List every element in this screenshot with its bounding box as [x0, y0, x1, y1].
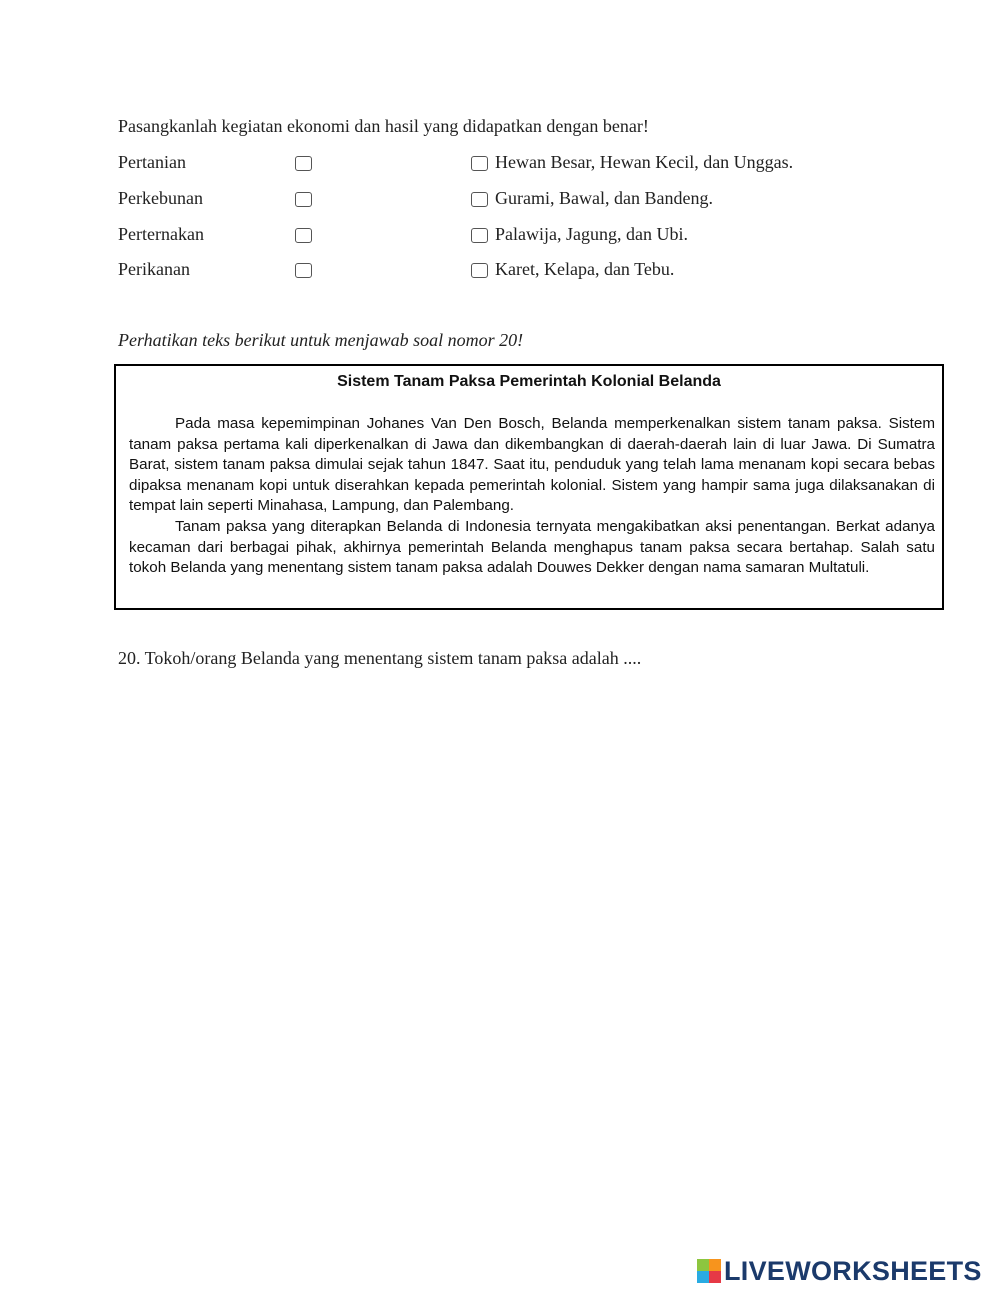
left-match-checkbox[interactable]	[295, 156, 312, 171]
question-text: 20. Tokoh/orang Belanda yang menentang sistem tanam paksa adalah ....	[118, 648, 642, 668]
left-match-checkbox[interactable]	[295, 228, 312, 243]
left-item-label: Pertanian	[118, 152, 186, 172]
right-item-label: Karet, Kelapa, dan Tebu.	[495, 259, 675, 279]
match-row-2	[118, 188, 878, 216]
left-match-checkbox[interactable]	[295, 263, 312, 278]
right-item-label: Hewan Besar, Hewan Kecil, dan Unggas.	[495, 152, 794, 172]
left-item-label: Perkebunan	[118, 188, 203, 208]
right-match-checkbox[interactable]	[471, 156, 488, 171]
left-item-label: Perternakan	[118, 224, 204, 244]
left-item-label: Perikanan	[118, 259, 190, 279]
right-match-checkbox[interactable]	[471, 228, 488, 243]
instruction-text: Pasangkanlah kegiatan ekonomi dan hasil yang didapatkan dengan benar!	[118, 116, 649, 136]
passage-note: Perhatikan teks berikut untuk menjawab soal nomor 20!	[118, 330, 524, 350]
right-item-label: Palawija, Jagung, dan Ubi.	[495, 224, 688, 244]
passage-box	[114, 364, 944, 610]
left-match-checkbox[interactable]	[295, 192, 312, 207]
match-row-3	[118, 224, 878, 252]
logo-blocks-icon	[697, 1259, 721, 1283]
match-row-1	[118, 152, 878, 180]
passage-paragraph-1: Pada masa kepemimpinan Johanes Van Den Bosch, Belanda memperkenalkan sistem tanam paksa. Sistem tanam paksa pertama kali diperkenalkan di Jawa dan dikembangkan di daerah-daerah lain di luar Jawa. Di Sumatra Barat, sistem tanam paksa dimulai sejak tahun 1847. Saat itu, penduduk yang telah lama menanam kopi secara bebas dipaksa menanam kopi untuk diserahkan kepada pemerintah kolonial. Sistem yang hampir sama juga dilaksanakan di tempat lain seperti Minahasa, Lampung, dan Palembang.	[129, 415, 935, 515]
match-row-4	[118, 259, 878, 287]
passage-title: Sistem Tanam Paksa Pemerintah Kolonial Belanda	[337, 373, 721, 390]
right-item-label: Gurami, Bawal, dan Bandeng.	[495, 188, 713, 208]
passage-paragraph-2: Tanam paksa yang diterapkan Belanda di Indonesia ternyata mengakibatkan aksi penentangan. Berkat adanya kecaman dari berbagai pihak, akhirnya pemerintah Belanda menghapus tanam paksa secara bertahap. Salah satu tokoh Belanda yang menentang sistem tanam paksa adalah Douwes Dekker dengan nama samaran Multatuli.	[129, 518, 935, 577]
right-match-checkbox[interactable]	[471, 263, 488, 278]
liveworksheets-logo	[697, 1256, 982, 1286]
logo-text: LIVEWORKSHEETS	[724, 1255, 982, 1286]
right-match-checkbox[interactable]	[471, 192, 488, 207]
